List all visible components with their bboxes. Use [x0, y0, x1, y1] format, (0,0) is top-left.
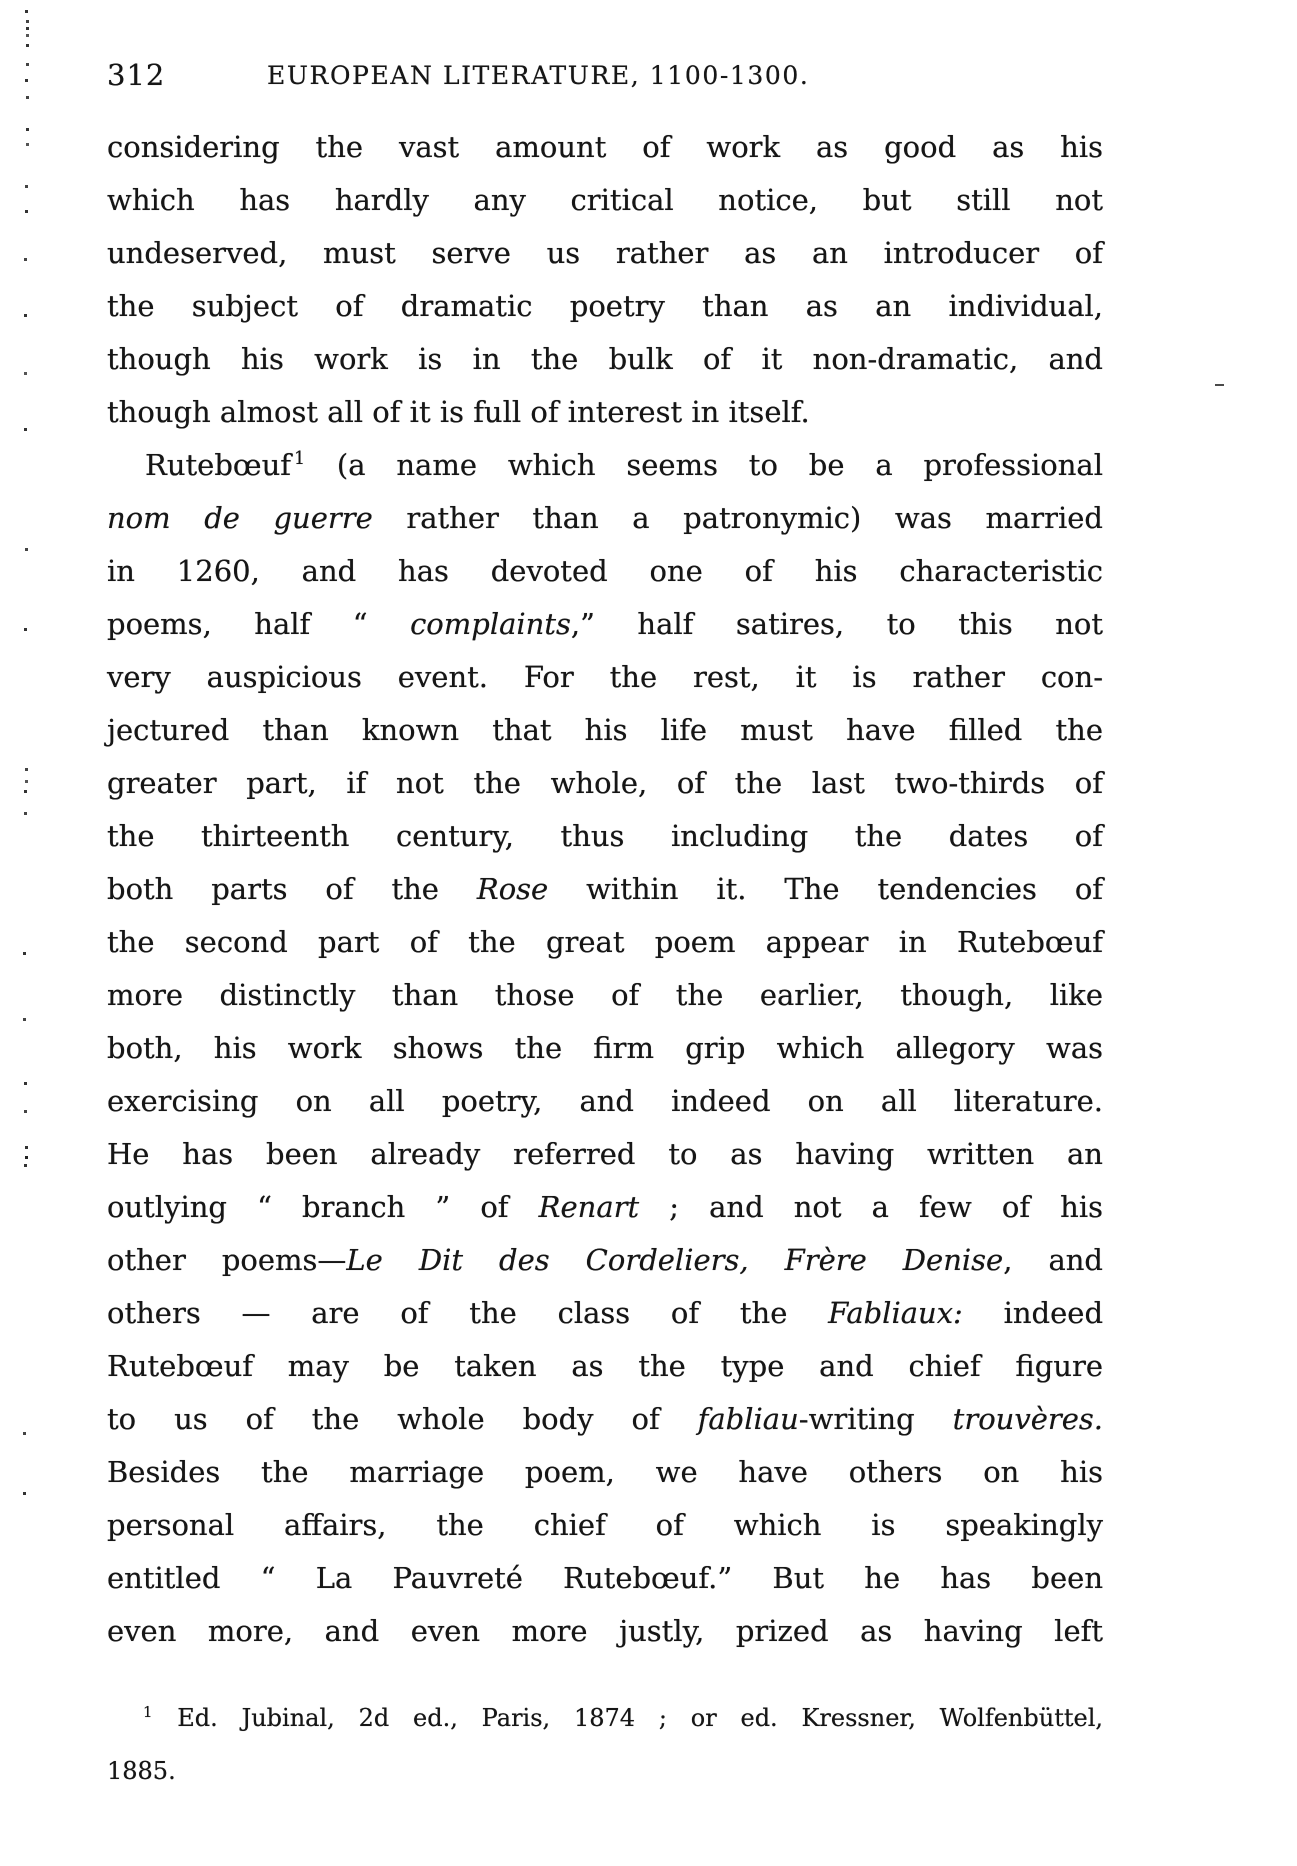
right-margin-scan-mark — [1215, 384, 1224, 386]
text-run: jectured than known that his life must have filled the — [107, 713, 1103, 747]
text-run: 1885. — [107, 1757, 176, 1785]
text-run: other poems— — [107, 1243, 347, 1277]
text-line — [107, 1499, 1103, 1552]
text-run: fabliau — [697, 1402, 799, 1436]
text-run: considering the vast amount of work as good as his — [107, 130, 1103, 164]
text-run: the subject of dramatic poetry than as an individual, — [107, 289, 1103, 323]
left-margin-scan-specks — [0, 0, 3, 3]
text-run: others — are of the class of the — [107, 1296, 829, 1330]
text-run: , and — [1003, 1243, 1103, 1277]
text-line — [107, 704, 1103, 757]
text-line — [107, 1287, 1103, 1340]
text-line — [107, 439, 1103, 492]
text-line — [107, 1075, 1103, 1128]
text-line — [107, 1128, 1103, 1181]
text-line — [107, 863, 1103, 916]
text-line — [107, 1446, 1103, 1499]
text-run: entitled “ La Pauvreté Rutebœuf.” But he has been — [107, 1561, 1103, 1595]
text-run: ,” half satires, to this not — [570, 607, 1103, 641]
text-run: very auspicious event. For the rest, it is rather con- — [107, 660, 1103, 694]
text-run: Besides the marriage poem, we have others on his — [107, 1455, 1103, 1489]
text-run: the thirteenth century, thus including the dates of — [107, 819, 1103, 853]
text-run: Rose — [476, 872, 549, 906]
text-run: complaints — [410, 607, 571, 641]
text-line — [107, 969, 1103, 1022]
text-run: personal affairs, the chief of which is speakingly — [107, 1508, 1103, 1542]
text-run: outlying “ branch ” of — [107, 1190, 539, 1224]
text-line — [107, 333, 1103, 386]
running-title: EUROPEAN LITERATURE, 1100-1300. — [267, 61, 810, 90]
text-line — [107, 1692, 1103, 1745]
text-run: Rutebœuf — [145, 448, 291, 482]
text-line — [107, 386, 1103, 439]
text-run: Rutebœuf may be taken as the type and chief figure — [107, 1349, 1103, 1383]
text-run: Ed. Jubinal, 2d ed., Paris, 1874 ; or ed. Kressner, Wolfenbüttel, — [153, 1704, 1103, 1732]
text-run: indeed — [962, 1296, 1104, 1330]
text-line — [107, 121, 1103, 174]
text-line — [107, 1605, 1103, 1658]
text-run: Fabliaux: — [828, 1296, 963, 1330]
text-line — [107, 757, 1103, 810]
text-run: nom de guerre — [107, 501, 373, 535]
text-line — [107, 174, 1103, 227]
text-run: both, his work shows the firm grip which allegory was — [107, 1031, 1103, 1065]
text-run: which has hardly any critical notice, but still not — [107, 183, 1103, 217]
text-line — [107, 1552, 1103, 1605]
text-run: exercising on all poetry, and indeed on all literature. — [107, 1084, 1103, 1118]
text-line — [107, 1745, 1103, 1798]
text-line — [107, 651, 1103, 704]
text-run: in 1260, and has devoted one of his characteristic — [107, 554, 1103, 588]
text-line — [107, 1181, 1103, 1234]
text-line — [107, 598, 1103, 651]
text-line — [107, 1340, 1103, 1393]
text-run: though almost all of it is full of interest in itself. — [107, 395, 810, 429]
text-line — [107, 280, 1103, 333]
text-run: trouvères. — [952, 1402, 1103, 1436]
text-line — [107, 227, 1103, 280]
running-head — [107, 58, 1103, 98]
text-run: (a name which seems to be a professional — [306, 448, 1103, 482]
text-run: greater part, if not the whole, of the last two-thirds of — [107, 766, 1103, 800]
body-text — [107, 121, 1103, 1658]
text-run: poems, half “ — [107, 607, 411, 641]
text-run: the second part of the great poem appear in Rutebœuf — [107, 925, 1103, 959]
text-run: both parts of the — [107, 872, 477, 906]
page-number: 312 — [107, 58, 166, 92]
footnote — [107, 1692, 1103, 1798]
text-run: undeserved, must serve us rather as an introducer of — [107, 236, 1103, 270]
text-line — [107, 916, 1103, 969]
text-run: rather than a patronymic) was married — [372, 501, 1103, 535]
footnote-marker: 1 — [293, 449, 306, 470]
text-line — [107, 810, 1103, 863]
text-run: within it. The tendencies of — [548, 872, 1104, 906]
text-line — [107, 1022, 1103, 1075]
text-line — [107, 545, 1103, 598]
text-line — [107, 492, 1103, 545]
text-run: He has been already referred to as having written an — [107, 1137, 1103, 1171]
text-run: though his work is in the bulk of it non-dramatic, and — [107, 342, 1103, 376]
text-run: even more, and even more justly, prized as having left — [107, 1614, 1103, 1648]
text-run: ; and not a few of his — [639, 1190, 1104, 1224]
text-run: Le Dit des Cordeliers, Frère Denise — [346, 1243, 1004, 1277]
text-run: more distinctly than those of the earlier, though, like — [107, 978, 1103, 1012]
text-line — [107, 1393, 1103, 1446]
text-line — [107, 1234, 1103, 1287]
text-run: Renart — [538, 1190, 640, 1224]
text-run: to us of the whole body of — [107, 1402, 698, 1436]
text-run: -writing — [798, 1402, 953, 1436]
footnote-marker: 1 — [143, 1703, 153, 1721]
